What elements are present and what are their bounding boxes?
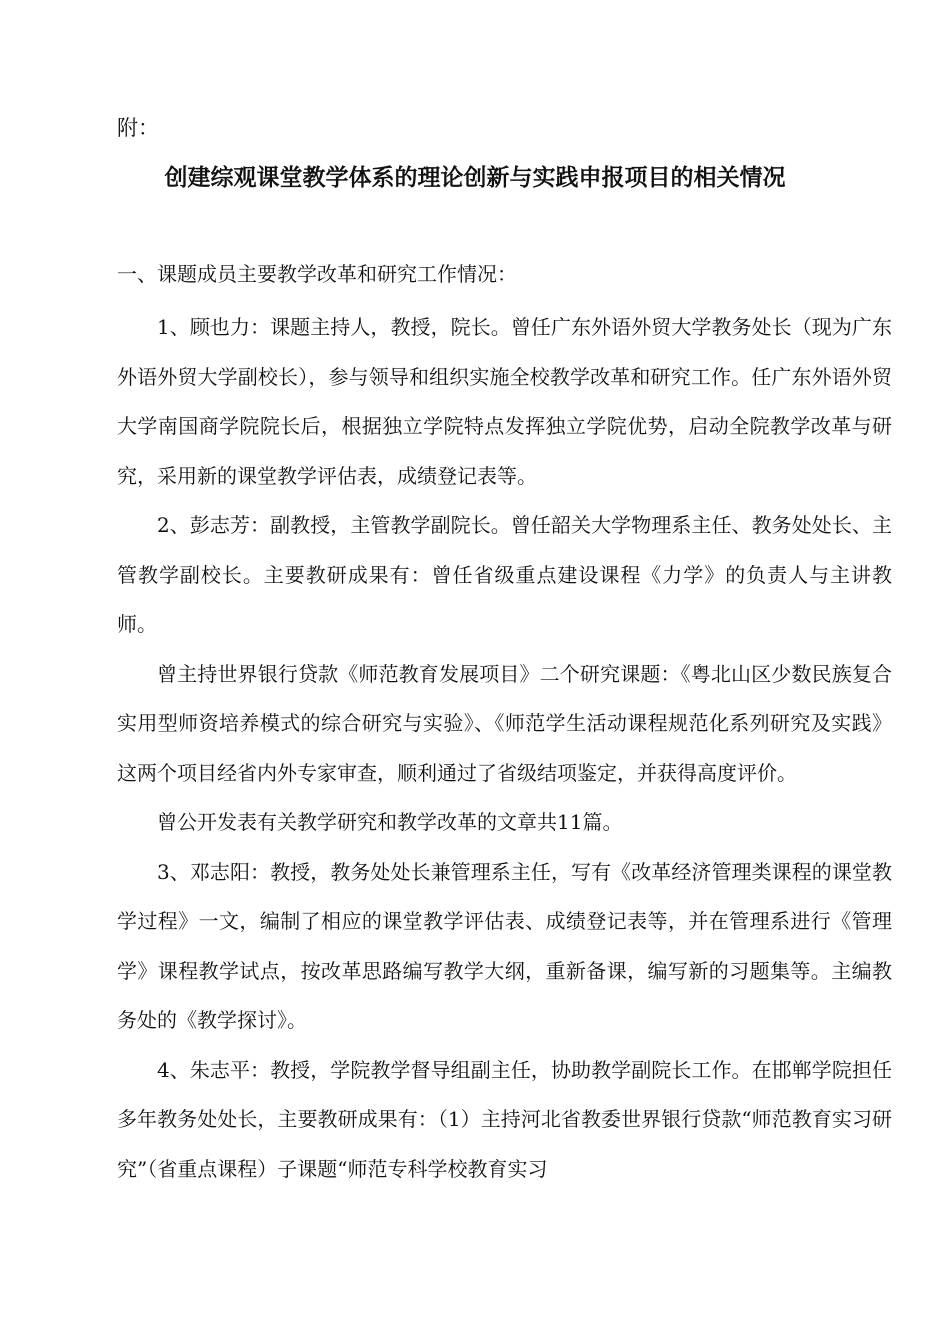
attachment-label: 附： [117, 116, 159, 140]
paragraph-member-2-articles: 曾公开发表有关教学研究和教学改革的文章共11篇。 [157, 810, 623, 834]
document-title: 创建综观课堂教学体系的理论创新与实践申报项目的相关情况 [164, 164, 786, 191]
paragraph-member-4: 4、朱志平：教授，学院教学督导组副主任，协助教学副院长工作。在邯郸学院担任多年教务处处长，主要教研成果有：（1）主持河北省教委世界银行贷款“师范教育实习研究”（省重点课程）子课题“师范专科学校教育实习 [117, 1057, 892, 1181]
paragraph-member-1: 1、顾也力：课题主持人，教授，院长。曾任广东外语外贸大学教务处长（现为广东外语外贸大学副校长），参与领导和组织实施全校教学改革和研究工作。任广东外语外贸大学南国商学院院长后，根据独立学院特点发挥独立学院优势，启动全院教学改革与研究，采用新的课堂教学评估表，成绩登记表等。 [117, 315, 892, 488]
paragraph-member-2-projects: 曾主持世界银行贷款《师范教育发展项目》二个研究课题：《粤北山区少数民族复合实用型师资培养模式的综合研究与实验》、《师范学生活动课程规范化系列研究及实践》这两个项目经省内外专家审查，顺利通过了省级结项鉴定，并获得高度评价。 [117, 661, 892, 785]
paragraph-member-2: 2、彭志芳：副教授，主管教学副院长。曾任韶关大学物理系主任、教务处处长、主管教学副校长。主要教研成果有：曾任省级重点建设课程《力学》的负责人与主讲教师。 [117, 513, 892, 636]
section-heading: 一、课题成员主要教学改革和研究工作情况： [117, 262, 517, 286]
document-body [117, 255, 892, 1194]
paragraph-member-3: 3、邓志阳：教授，教务处处长兼管理系主任，写有《改革经济管理类课程的课堂教学过程》一文，编制了相应的课堂教学评估表、成绩登记表等，并在管理系进行《管理学》课程教学试点，按改革思路编写教学大纲，重新备课，编写新的习题集等。主编教务处的《教学探讨》。 [117, 859, 892, 1032]
